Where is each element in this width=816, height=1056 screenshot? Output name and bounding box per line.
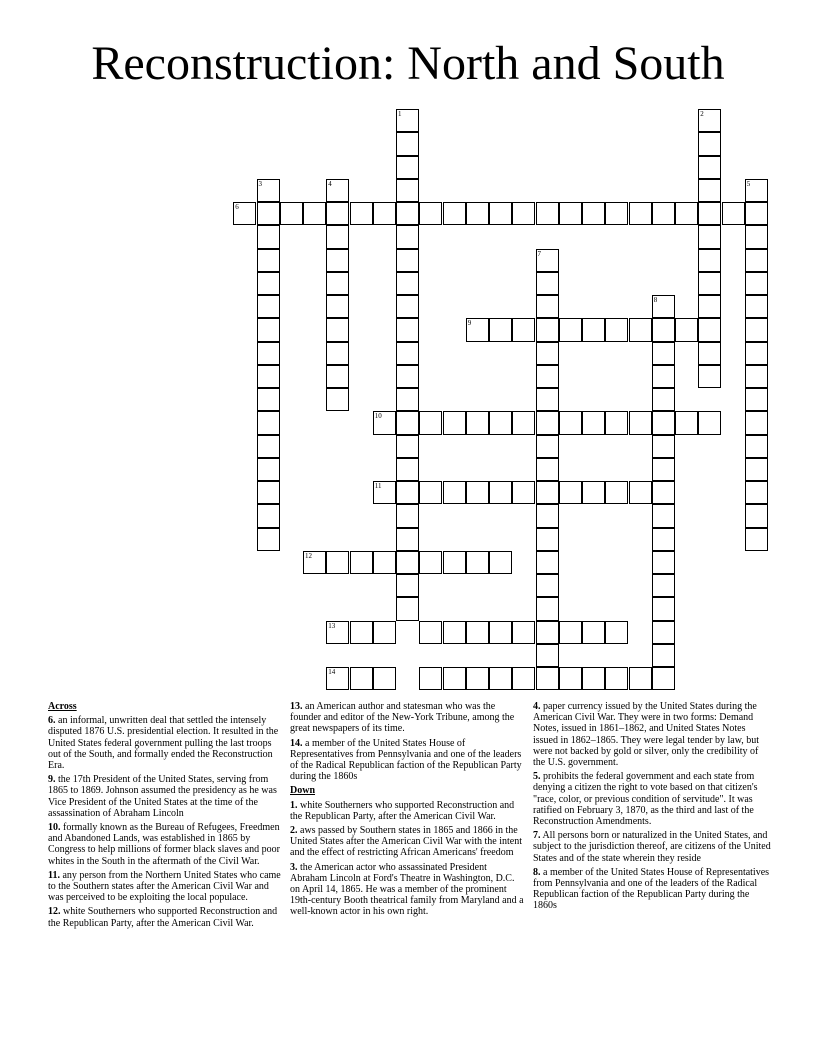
clue-number: 7 [537,249,541,258]
grid-cell[interactable] [257,202,280,225]
grid-cell[interactable] [350,202,373,225]
grid-cell[interactable] [396,504,419,527]
grid-cell[interactable] [745,458,768,481]
grid-cell[interactable] [257,249,280,272]
grid-cell[interactable] [652,667,675,690]
grid-cell[interactable] [396,528,419,551]
grid-cell[interactable] [257,481,280,504]
grid-cell[interactable] [698,272,721,295]
grid-cell[interactable] [373,667,396,690]
grid-cell[interactable] [652,411,675,434]
grid-cell[interactable] [443,481,466,504]
grid-cell[interactable] [698,411,721,434]
grid-cell[interactable] [443,551,466,574]
grid-cell[interactable] [512,411,535,434]
grid-cell[interactable] [326,202,349,225]
clue-number: 11 [374,482,382,490]
grid-cell[interactable] [419,481,442,504]
grid-cell[interactable] [559,621,582,644]
grid-cell[interactable] [326,318,349,341]
grid-cell[interactable] [326,225,349,248]
grid-cell[interactable] [257,504,280,527]
grid-cell[interactable] [745,295,768,318]
grid-cell[interactable] [396,411,419,434]
grid-cell[interactable] [396,388,419,411]
grid-cell[interactable] [745,249,768,272]
grid-cell[interactable] [233,202,256,225]
grid-cell[interactable] [652,528,675,551]
grid-cell[interactable] [489,551,512,574]
grid-cell[interactable] [652,435,675,458]
grid-cell[interactable] [698,365,721,388]
grid-cell[interactable] [373,621,396,644]
grid-cell[interactable] [396,597,419,620]
grid-cell[interactable] [698,156,721,179]
grid-cell[interactable] [536,388,559,411]
clue-across-13: 13. an American author and statesman who was the founder and editor of the New-York Tribune, among the great newspapers of its time. [290,701,515,735]
grid-cell[interactable] [466,551,489,574]
grid-cell[interactable] [536,458,559,481]
grid-cell[interactable] [652,458,675,481]
grid-cell[interactable] [257,365,280,388]
grid-cell[interactable] [629,481,652,504]
grid-cell[interactable] [466,481,489,504]
clue-down-1: 1. white Southerners who supported Reconstruction and the Republican Party, after the American Civil War. [290,799,515,822]
clue-number: 1 [398,110,402,118]
grid-cell[interactable] [396,272,419,295]
grid-cell[interactable] [373,481,396,504]
clue-number: 10 [374,412,382,421]
grid-cell[interactable] [652,481,675,504]
grid-cell[interactable] [559,202,582,225]
clue-number: 6 [235,203,239,211]
grid-cell[interactable] [605,481,628,504]
grid-cell[interactable] [536,621,559,644]
clue-column-1 [48,701,281,932]
grid-cell[interactable] [605,667,628,690]
grid-cell[interactable] [698,109,721,132]
grid-cell[interactable] [652,202,675,225]
clue-number: 3 [258,179,262,188]
grid-cell[interactable] [629,318,652,341]
grid-cell[interactable] [722,202,745,225]
grid-cell[interactable] [536,551,559,574]
grid-cell[interactable] [652,342,675,365]
grid-cell[interactable] [652,644,675,667]
grid-cell[interactable] [443,202,466,225]
grid-cell[interactable] [257,342,280,365]
grid-cell[interactable] [675,202,698,225]
grid-cell[interactable] [396,249,419,272]
grid-cell[interactable] [373,551,396,574]
clue-down-7: 7. All persons born or naturalized in the United States, and subject to the jurisdiction thereof, are citizens of the United States and of the state wherein they reside [533,830,771,864]
grid-cell[interactable] [512,202,535,225]
grid-cell[interactable] [559,318,582,341]
clue-column-2 [290,701,526,921]
grid-cell[interactable] [350,551,373,574]
grid-cell[interactable] [280,202,303,225]
grid-cell[interactable] [257,435,280,458]
grid-cell[interactable] [396,481,419,504]
grid-cell[interactable] [512,318,535,341]
grid-cell[interactable] [698,295,721,318]
grid-cell[interactable] [419,621,442,644]
grid-cell[interactable] [419,411,442,434]
grid-cell[interactable] [629,411,652,434]
grid-cell[interactable] [257,225,280,248]
grid-cell[interactable] [559,481,582,504]
grid-cell[interactable] [257,528,280,551]
grid-cell[interactable] [396,156,419,179]
grid-cell[interactable] [350,621,373,644]
grid-cell[interactable] [419,202,442,225]
grid-cell[interactable] [698,342,721,365]
grid-cell[interactable] [536,667,559,690]
grid-cell[interactable] [326,179,349,202]
grid-cell[interactable] [512,481,535,504]
grid-cell[interactable] [652,574,675,597]
grid-cell[interactable] [582,667,605,690]
grid-cell[interactable] [466,621,489,644]
across-heading: Across [48,701,77,712]
grid-cell[interactable] [326,388,349,411]
grid-cell[interactable] [698,179,721,202]
grid-cell[interactable] [466,411,489,434]
page-title: Reconstruction: North and South [91,37,725,90]
grid-cell[interactable] [745,411,768,434]
grid-cell[interactable] [745,388,768,411]
grid-cell[interactable] [257,179,280,202]
grid-cell[interactable] [396,365,419,388]
grid-cell[interactable] [536,295,559,318]
grid-cell[interactable] [536,574,559,597]
grid-cell[interactable] [745,365,768,388]
clue-column-3 [533,701,771,915]
down-heading: Down [290,785,316,797]
grid-cell[interactable] [396,132,419,155]
grid-cell[interactable] [396,574,419,597]
grid-cell[interactable] [698,132,721,155]
clue-down-2: 2. aws passed by Southern states in 1865 and 1866 in the United States after the American Civil War with the intent and the effect of restricting African Americans' freedom [290,825,523,859]
clue-down-3: 3. the American actor who assassinated President Abraham Lincoln at Ford's Theatre in Washington, D.C. on April 14, 1865. He was a member of the prominent 19th-century Booth theatrical family from Maryland and a well-known actor in his own right. [290,861,524,918]
clue-across-10: 10. formally known as the Bureau of Refugees, Freedmen and Abandoned Lands, was established in 1865 by Congress to help millions of former black slaves and poor whites in the South in the aftermath of the Civil War. [48,822,280,867]
grid-cell[interactable] [303,202,326,225]
clue-across-9: 9. the 17th President of the United States, serving from 1865 to 1869. Johnson assumed the presidency as he was Vice President of the United States at the time of the assassination of Abraham Lincoln [48,774,277,819]
clue-down-4: 4. paper currency issued by the United States during the American Civil War. They were in two forms: Demand Notes, issued in 1861–1862, and United States Notes issued in 1862–1865. They were legal tender by law, but were not backed by gold or silver, only the credibility of the U.S. government. [533,701,760,769]
grid-cell[interactable] [582,202,605,225]
grid-cell[interactable] [443,411,466,434]
grid-cell[interactable] [419,667,442,690]
grid-cell[interactable] [257,411,280,434]
grid-cell[interactable] [629,202,652,225]
grid-cell[interactable] [652,621,675,644]
grid-cell[interactable] [698,318,721,341]
grid-cell[interactable] [536,481,559,504]
grid-cell[interactable] [559,411,582,434]
grid-cell[interactable] [652,318,675,341]
grid-cell[interactable] [582,318,605,341]
grid-cell[interactable] [745,272,768,295]
grid-cell[interactable] [326,621,349,644]
grid-cell[interactable] [466,667,489,690]
grid-cell[interactable] [396,435,419,458]
grid-cell[interactable] [536,342,559,365]
grid-cell[interactable] [652,597,675,620]
grid-cell[interactable] [396,551,419,574]
grid-cell[interactable] [326,667,349,690]
clue-down-5: 5. prohibits the federal government and each state from denying a citizen the right to vote based on that citizen's "race, color, or previous condition of servitude". It was ratified on February 3, 1870, as the third and last of the Reconstruction Amendments. [533,771,758,828]
grid-cell[interactable] [257,388,280,411]
grid-cell[interactable] [652,551,675,574]
grid-cell[interactable] [652,295,675,318]
grid-cell[interactable] [675,411,698,434]
grid-cell[interactable] [745,179,768,202]
grid-cell[interactable] [466,202,489,225]
grid-cell[interactable] [257,318,280,341]
grid-cell[interactable] [652,504,675,527]
clue-across-6: 6. an informal, unwritten deal that settled the intensely disputed 1876 U.S. presidential election. It resulted in the United States federal government pulling the last troops out of the South, and formally ended the Reconstruction Era. [48,715,279,772]
clue-number: 13 [328,621,336,630]
grid-cell[interactable] [536,435,559,458]
grid-cell[interactable] [489,667,512,690]
grid-cell[interactable] [582,411,605,434]
grid-cell[interactable] [489,481,512,504]
clue-across-14: 14. a member of the United States House of Representatives from Pennsylvania and one of the leaders of the Radical Republican faction of the Republican Party during the 1860s [290,737,522,783]
grid-cell[interactable] [605,318,628,341]
grid-cell[interactable] [443,621,466,644]
clue-across-12: 12. white Southerners who supported Reconstruction and the Republican Party, after the American Civil War. [48,906,278,929]
grid-cell[interactable] [512,667,535,690]
grid-cell[interactable] [396,318,419,341]
grid-cell[interactable] [326,295,349,318]
grid-cell[interactable] [326,249,349,272]
grid-cell[interactable] [373,202,396,225]
grid-cell[interactable] [536,411,559,434]
grid-cell[interactable] [419,551,442,574]
grid-cell[interactable] [466,318,489,341]
grid-cell[interactable] [512,621,535,644]
grid-cell[interactable] [326,342,349,365]
grid-cell[interactable] [326,365,349,388]
grid-cell[interactable] [373,411,396,434]
grid-cell[interactable] [629,667,652,690]
clue-number: 9 [467,319,472,328]
grid-cell[interactable] [745,318,768,341]
clue-number: 4 [328,179,332,188]
grid-cell[interactable] [536,318,559,341]
grid-cell[interactable] [326,272,349,295]
grid-cell[interactable] [396,342,419,365]
clue-number: 2 [700,110,704,118]
grid-cell[interactable] [257,295,280,318]
grid-cell[interactable] [745,342,768,365]
clue-number: 8 [653,296,658,304]
grid-cell[interactable] [396,109,419,132]
clue-number: 12 [305,551,312,560]
grid-cell[interactable] [536,504,559,527]
grid-cell[interactable] [559,667,582,690]
grid-cell[interactable] [536,365,559,388]
grid-cell[interactable] [489,318,512,341]
grid-cell[interactable] [396,202,419,225]
grid-cell[interactable] [396,295,419,318]
grid-cell[interactable] [536,528,559,551]
grid-cell[interactable] [652,365,675,388]
grid-cell[interactable] [652,388,675,411]
grid-cell[interactable] [536,644,559,667]
grid-cell[interactable] [582,621,605,644]
grid-cell[interactable] [605,411,628,434]
grid-cell[interactable] [489,202,512,225]
grid-cell[interactable] [536,597,559,620]
clue-across-11: 11. any person from the Northern United States who came to the Southern states after the American Civil War and was perceived to be exploiting the local populace. [48,869,281,904]
grid-cell[interactable] [605,621,628,644]
grid-cell[interactable] [582,481,605,504]
grid-cell[interactable] [745,481,768,504]
grid-cell[interactable] [350,667,373,690]
grid-cell[interactable] [257,458,280,481]
grid-cell[interactable] [675,318,698,341]
grid-cell[interactable] [745,435,768,458]
grid-cell[interactable] [326,551,349,574]
grid-cell[interactable] [489,621,512,644]
grid-cell[interactable] [745,225,768,248]
grid-cell[interactable] [536,202,559,225]
grid-cell[interactable] [443,667,466,690]
grid-cell[interactable] [698,249,721,272]
grid-cell[interactable] [303,551,326,574]
grid-cell[interactable] [698,225,721,248]
grid-cell[interactable] [536,249,559,272]
grid-cell[interactable] [745,504,768,527]
grid-cell[interactable] [396,179,419,202]
clue-number: 5 [746,179,751,188]
clue-number: 14 [328,668,336,676]
grid-cell[interactable] [745,202,768,225]
grid-cell[interactable] [396,458,419,481]
grid-cell[interactable] [605,202,628,225]
grid-cell[interactable] [698,202,721,225]
grid-cell[interactable] [536,272,559,295]
clue-down-8: 8. a member of the United States House of Representatives from Pennsylvania and one of the leaders of the Radical Republican faction of the Republican Party during the 1860s [533,866,770,912]
grid-cell[interactable] [257,272,280,295]
grid-cell[interactable] [489,411,512,434]
grid-cell[interactable] [396,225,419,248]
grid-cell[interactable] [745,528,768,551]
